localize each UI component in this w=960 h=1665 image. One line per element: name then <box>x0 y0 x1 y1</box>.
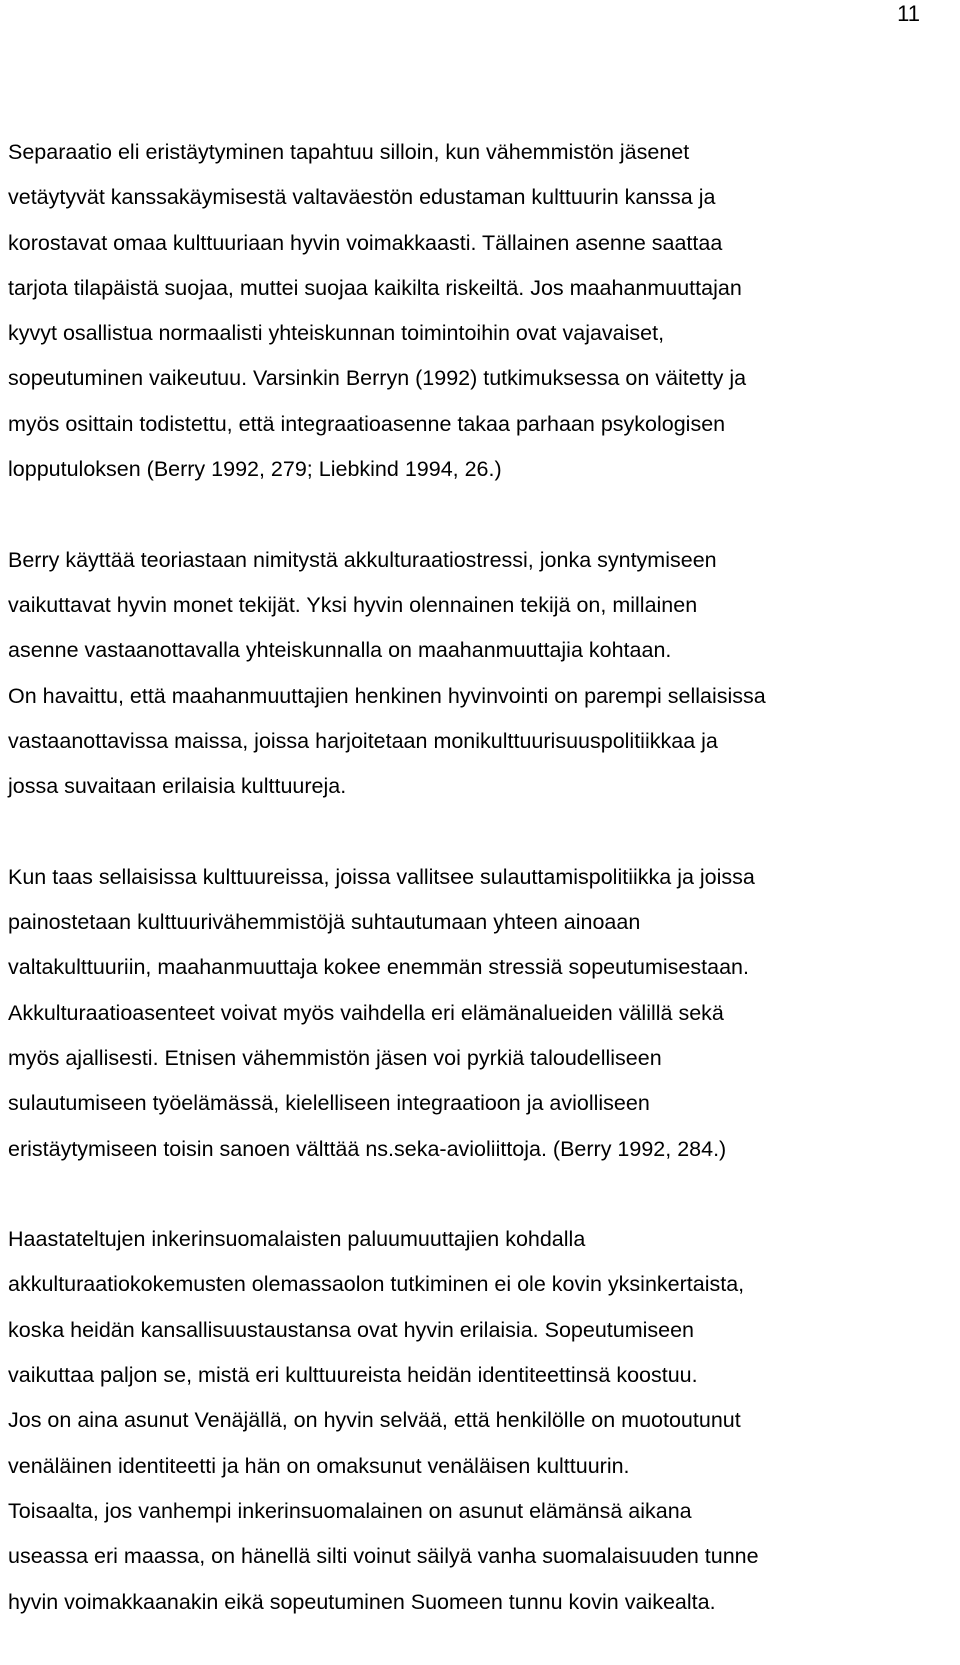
text-line: vaikuttaa paljon se, mistä eri kulttuureista heidän identiteettinsä koostuu. <box>8 1363 698 1388</box>
text-line: korostavat omaa kulttuuriaan hyvin voimakkaasti. Tällainen asenne saattaa <box>8 230 723 255</box>
text-line: sopeutuminen vaikeutuu. Varsinkin Berryn (1992) tutkimuksessa on väitetty ja <box>8 366 747 391</box>
text-line: On havaittu, että maahanmuuttajien henkinen hyvinvointi on parempi sellaisissa <box>8 683 766 708</box>
text-line: useassa eri maassa, on hänellä silti voinut säilyä vanha suomalaisuuden tunne <box>8 1544 759 1569</box>
text-line: vaikuttavat hyvin monet tekijät. Yksi hyvin olennainen tekijä on, millainen <box>8 592 698 617</box>
text-line: kyvyt osallistua normaalisti yhteiskunnan toimintoihin ovat vajavaiset, <box>8 321 665 346</box>
text-line: jossa suvaitaan erilaisia kulttuureja. <box>8 774 347 799</box>
text-line: koska heidän kansallisuustaustansa ovat hyvin erilaisia. Sopeutumiseen <box>8 1317 695 1342</box>
text-line: tarjota tilapäistä suojaa, muttei suojaa kaikilta riskeiltä. Jos maahanmuuttajan <box>8 275 742 300</box>
text-line: lopputuloksen (Berry 1992, 279; Liebkind 1994, 26.) <box>8 457 502 482</box>
text-line: Kun taas sellaisissa kulttuureissa, joissa vallitsee sulauttamispolitiikka ja joissa <box>8 864 755 889</box>
paragraph-1 <box>8 130 953 492</box>
paragraph-gap <box>8 1172 953 1217</box>
body-text <box>8 130 953 1625</box>
text-line: Separaatio eli eristäytyminen tapahtuu silloin, kun vähemmistön jäsenet <box>8 140 690 164</box>
text-line: akkulturaatiokokemusten olemassaolon tutkiminen ei ole kovin yksinkertaista, <box>8 1272 745 1297</box>
text-line: Berry käyttää teoriastaan nimitystä akkulturaatiostressi, jonka syntymiseen <box>8 547 717 572</box>
text-line: asenne vastaanottavalla yhteiskunnalla on maahanmuuttajia kohtaan. <box>8 638 672 663</box>
text-line: myös ajallisesti. Etnisen vähemmistön jäsen voi pyrkiä taloudelliseen <box>8 1045 662 1070</box>
paragraph-2 <box>8 538 953 810</box>
text-line: Haastateltujen inkerinsuomalaisten paluumuuttajien kohdalla <box>8 1227 586 1252</box>
text-line: hyvin voimakkaanakin eikä sopeutuminen Suomeen tunnu kovin vaikealta. <box>8 1589 716 1614</box>
paragraph-gap <box>8 809 953 854</box>
text-line: painostetaan kulttuurivähemmistöjä suhtautumaan yhteen ainoaan <box>8 910 641 935</box>
text-line: vastaanottavissa maissa, joissa harjoitetaan monikulttuurisuuspolitiikkaa ja <box>8 728 718 753</box>
text-line: Toisaalta, jos vanhempi inkerinsuomalainen on asunut elämänsä aikana <box>8 1498 692 1523</box>
text-line: venäläinen identiteetti ja hän on omaksunut venäläisen kulttuurin. <box>8 1453 630 1478</box>
text-line: eristäytymiseen toisin sanoen välttää ns.seka-avioliittoja. (Berry 1992, 284.) <box>8 1136 727 1161</box>
paragraph-3 <box>8 855 953 1172</box>
paragraph-4 <box>8 1217 953 1625</box>
text-line: sulautumiseen työelämässä, kielelliseen integraatioon ja aviolliseen <box>8 1091 650 1116</box>
text-line: vetäytyvät kanssakäymisestä valtaväestön edustaman kulttuurin kanssa ja <box>8 185 716 210</box>
text-line: myös osittain todistettu, että integraatioasenne takaa parhaan psykologisen <box>8 411 726 436</box>
text-line: valtakulttuuriin, maahanmuuttaja kokee enemmän stressiä sopeutumisestaan. <box>8 955 749 980</box>
page-number: 11 <box>897 1 920 26</box>
paragraph-gap <box>8 492 953 537</box>
text-line: Jos on aina asunut Venäjällä, on hyvin selvää, että henkilölle on muotoutunut <box>8 1408 741 1433</box>
text-line: Akkulturaatioasenteet voivat myös vaihdella eri elämänalueiden välillä sekä <box>8 1000 724 1025</box>
